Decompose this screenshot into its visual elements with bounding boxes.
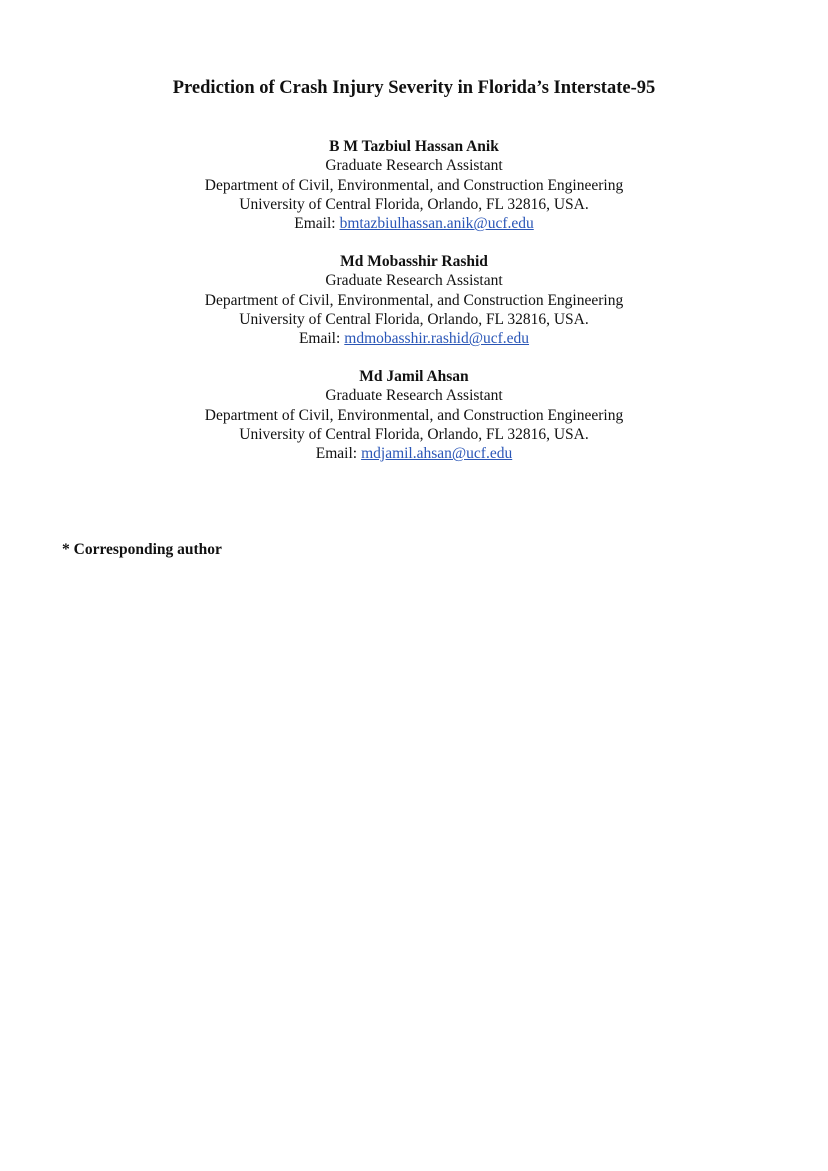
- author-role: Graduate Research Assistant: [325, 272, 503, 290]
- author-block-1: [0, 137, 828, 233]
- author-role: Graduate Research Assistant: [325, 387, 503, 405]
- author-email-link[interactable]: mdjamil.ahsan@ucf.edu: [361, 445, 513, 463]
- author-email-link[interactable]: mdmobasshir.rashid@ucf.edu: [344, 330, 530, 348]
- author-role: Graduate Research Assistant: [325, 157, 503, 175]
- corresponding-author-note: * Corresponding author: [62, 541, 222, 558]
- author-email-line: [0, 329, 828, 348]
- author-block-2: [0, 252, 828, 348]
- author-name: Md Mobasshir Rashid: [340, 253, 488, 270]
- email-label: Email:: [298, 330, 341, 348]
- author-affiliation: University of Central Florida, Orlando, FL 32816, USA.: [239, 195, 589, 213]
- author-department: Department of Civil, Environmental, and Construction Engineering: [204, 406, 624, 424]
- paper-title: Prediction of Crash Injury Severity in Florida’s Interstate-95: [172, 78, 656, 98]
- author-name: Md Jamil Ahsan: [359, 368, 469, 385]
- author-department: Department of Civil, Environmental, and Construction Engineering: [204, 291, 624, 309]
- author-affiliation: University of Central Florida, Orlando, FL 32816, USA.: [239, 310, 589, 328]
- email-label: Email:: [315, 445, 358, 463]
- author-name: B M Tazbiul Hassan Anik: [329, 138, 499, 155]
- author-affiliation: University of Central Florida, Orlando, FL 32816, USA.: [239, 425, 589, 443]
- email-label: Email:: [294, 215, 336, 233]
- author-email-line: [0, 444, 828, 463]
- author-email-line: [0, 214, 828, 233]
- author-email-link[interactable]: bmtazbiulhassan.anik@ucf.edu: [339, 215, 534, 233]
- author-department: Department of Civil, Environmental, and Construction Engineering: [204, 176, 624, 194]
- author-block-3: [0, 367, 828, 463]
